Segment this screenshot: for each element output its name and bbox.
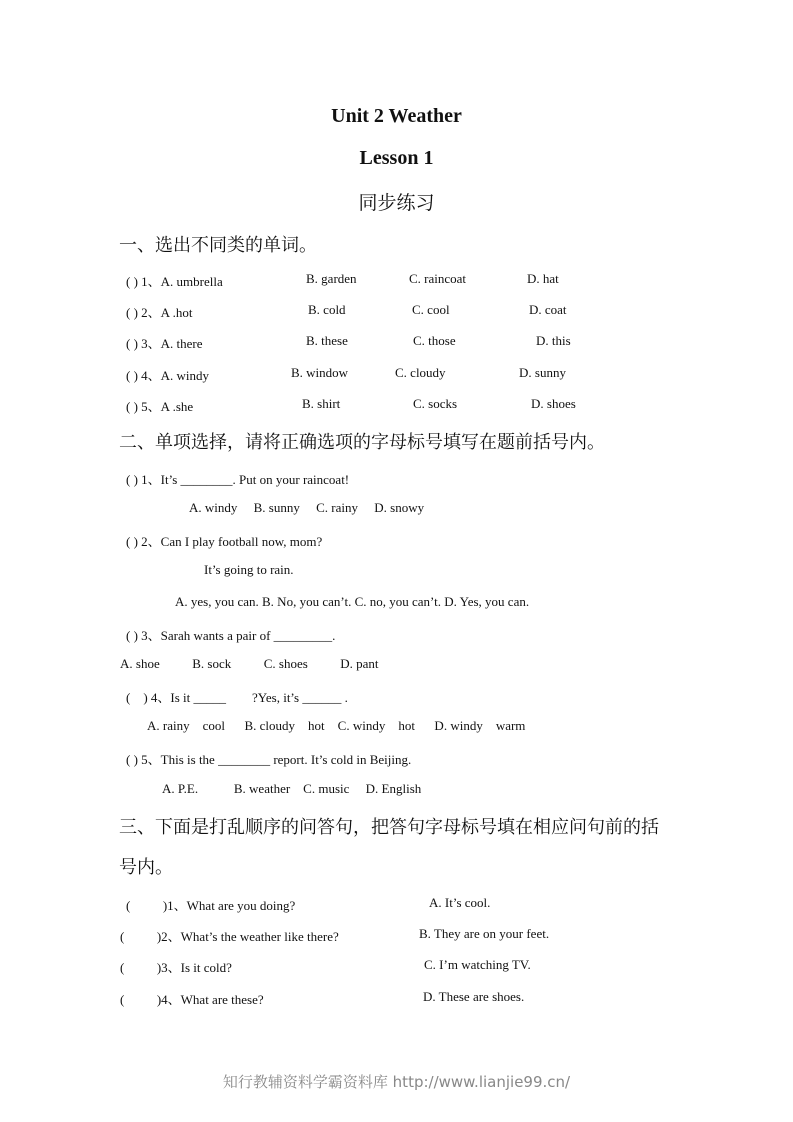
s2-q3-options: A. shoe B. sock C. shoes D. pant [120,656,379,671]
s1-q2-option-d: D. coat [529,302,567,317]
s2-q1-options: A. windy B. sunny C. rainy D. snowy [189,500,425,515]
s1-q2-option-c: C. cool [412,302,450,317]
s2-q2-options: A. yes, you can. B. No, you can’t. C. no, you can’t. D. Yes, you can. [175,594,530,609]
s1-q5-option-c: C. socks [413,396,458,411]
s3-q1-question: ( )1、What are you doing? [126,898,296,913]
s2-q5-stem: ( ) 5、This is the ________ report. It’s cold in Beijing. [126,752,412,767]
s1-q5-option-d: D. shoes [531,396,576,411]
s1-q4-prefix: ( ) 4、A. windy [126,368,210,383]
s3-q3-question: ( )3、Is it cold? [120,960,232,975]
s1-q1-option-c: C. raincoat [409,271,467,286]
s1-q1-option-d: D. hat [527,271,559,286]
s3-q2-answer: B. They are on your feet. [419,926,550,941]
section3-heading-line1: 三、下面是打乱顺序的问答句，把答句字母标号填在相应问句前的括 [119,817,659,838]
s1-q5-prefix: ( ) 5、A .she [126,399,194,414]
subtitle: 同步练习 [358,192,435,214]
s1-q1-prefix: ( ) 1、A. umbrella [126,274,223,289]
s3-q1-answer: A. It’s cool. [429,895,491,910]
s1-q1-option-b: B. garden [306,271,357,286]
s2-q2-context: It’s going to rain. [204,562,294,577]
s1-q4-option-c: C. cloudy [395,365,446,380]
s2-q5-options: A. P.E. B. weather C. music D. English [162,781,422,796]
s3-q4-question: ( )4、What are these? [120,992,264,1007]
s2-q4-stem: ( ) 4、Is it _____ ?Yes, it’s ______ . [126,690,348,705]
s1-q2-option-b: B. cold [308,302,346,317]
section2-heading: 二、单项选择，请将正确选项的字母标号填写在题前括号内。 [119,432,605,453]
s1-q4-option-b: B. window [291,365,349,380]
s1-q3-option-b: B. these [306,333,348,348]
s3-q4-answer: D. These are shoes. [423,989,525,1004]
s1-q5-option-b: B. shirt [302,396,341,411]
s3-q3-answer: C. I’m watching TV. [424,957,531,972]
document-title: Unit 2 Weather [331,105,462,127]
s3-q2-question: ( )2、What’s the weather like there? [120,929,339,944]
section1-heading: 一、选出不同类的单词。 [119,235,317,256]
s1-q4-option-d: D. sunny [519,365,566,380]
section3-heading-line2: 号内。 [119,857,173,878]
s2-q1-stem: ( ) 1、It’s ________. Put on your raincoat! [126,472,350,487]
s2-q4-options: A. rainy cool B. cloudy hot C. windy hot D. windy warm [147,718,526,733]
s1-q3-prefix: ( ) 3、A. there [126,336,203,351]
s2-q3-stem: ( ) 3、Sarah wants a pair of _________. [126,628,336,643]
lesson-title: Lesson 1 [359,147,434,169]
s1-q3-option-c: C. those [413,333,456,348]
s2-q2-stem: ( ) 2、Can I play football now, mom? [126,534,323,549]
s1-q2-prefix: ( ) 2、A .hot [126,305,193,320]
footer-watermark: 知行教辅资料学霸资料库 http://www.lianjie99.cn/ [222,1073,571,1091]
s1-q3-option-d: D. this [536,333,571,348]
